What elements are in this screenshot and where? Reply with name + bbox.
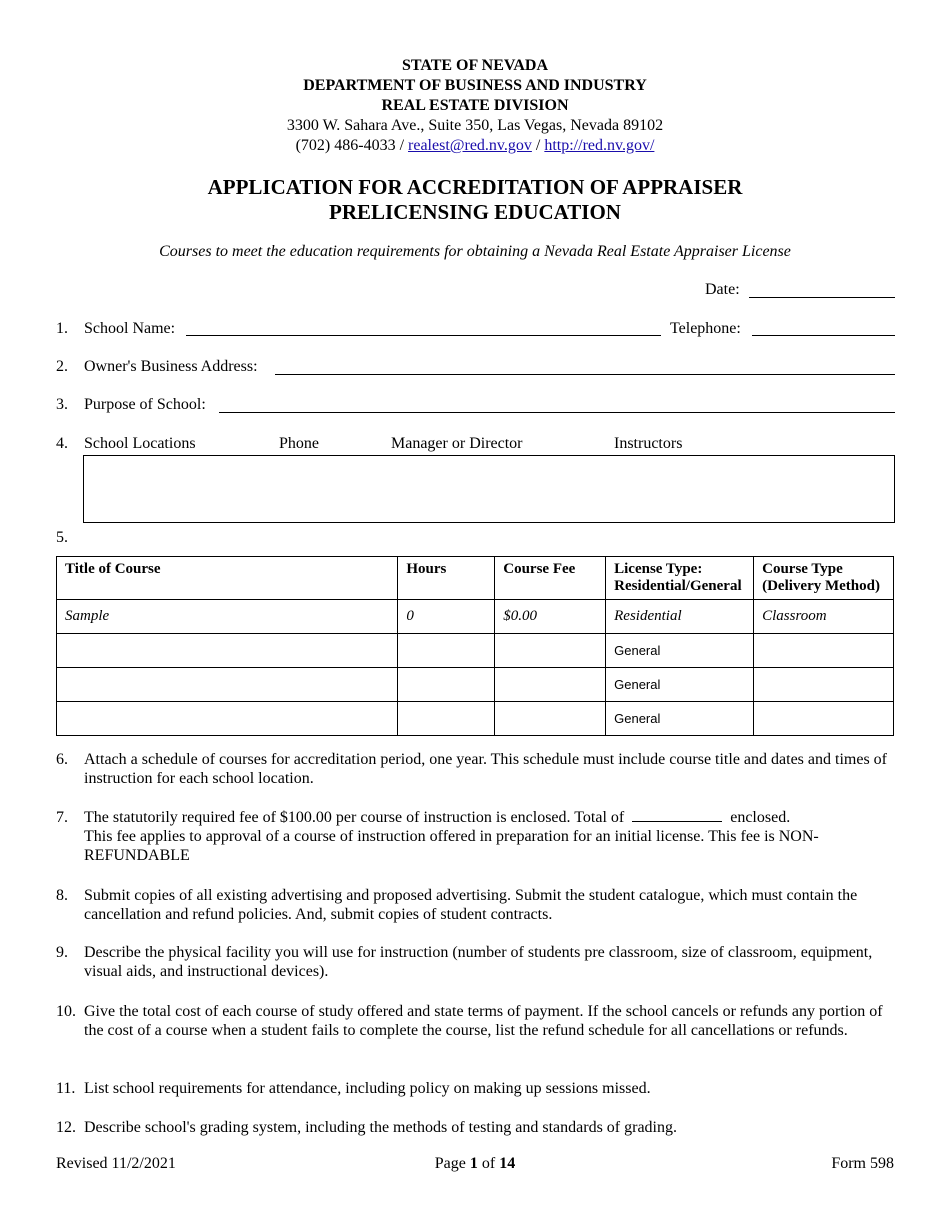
- item-9: [56, 943, 896, 981]
- header-course-type: [754, 557, 894, 600]
- header-contact: [0, 137, 950, 155]
- item-9-text: Describe the physical facility you will use for instruction (number of students pre classroom, size of classroom, equipment, visual aids, and instructional devices).: [84, 944, 873, 980]
- school-locations-box[interactable]: [83, 455, 895, 523]
- item-1-number: 1.: [56, 320, 68, 337]
- item-12-number: 12.: [56, 1119, 76, 1136]
- course-fee-cell[interactable]: [495, 702, 606, 736]
- form-subtitle: Courses to meet the education requirements for obtaining a Nevada Real Estate Appraiser License: [159, 243, 791, 260]
- header-license-type-line1: License Type:: [614, 561, 703, 577]
- page-total: 14: [499, 1155, 516, 1172]
- purpose-label: Purpose of School:: [84, 396, 206, 413]
- item-7: [56, 808, 896, 865]
- item-2-number: 2.: [56, 358, 68, 375]
- item-8-text: Submit copies of all existing advertising and proposed advertising. Submit the student catalogue, which must contain the cancellation and refund policies. And, submit copies of student contracts.: [84, 887, 858, 923]
- course-hours-cell[interactable]: [398, 634, 495, 668]
- item-6-text: Attach a schedule of courses for accreditation period, one year. This schedule must include course title and dates and times of instruction for each school location.: [84, 751, 887, 787]
- header-license-type: [606, 557, 754, 600]
- date-field[interactable]: [749, 297, 895, 298]
- form-number: Form 598: [831, 1155, 894, 1172]
- header-sep-2: /: [535, 137, 541, 154]
- table-row: [57, 634, 894, 668]
- header-division: REAL ESTATE DIVISION: [381, 97, 569, 114]
- date-label: Date:: [705, 281, 740, 298]
- item-3-number: 3.: [56, 396, 68, 413]
- sample-type-cell: Classroom: [754, 600, 894, 634]
- item-6: [56, 750, 896, 788]
- telephone-label: Telephone:: [670, 320, 741, 337]
- course-title-cell[interactable]: [57, 702, 398, 736]
- revised-date: Revised 11/2/2021: [56, 1155, 176, 1172]
- page-label: Page: [434, 1155, 466, 1172]
- item-7-text-a: The statutorily required fee of $100.00 per course of instruction is enclosed. Total of: [84, 809, 625, 826]
- purpose-field[interactable]: [219, 412, 895, 413]
- item-12-text: Describe school's grading system, including the methods of testing and standards of grading.: [84, 1119, 677, 1136]
- license-type-select[interactable]: General: [606, 634, 754, 668]
- course-hours-cell[interactable]: [398, 702, 495, 736]
- header-course-fee: Course Fee: [495, 557, 606, 600]
- courses-table: [56, 556, 894, 736]
- instructors-column-label: Instructors: [614, 435, 683, 452]
- form-title-line2: PRELICENSING EDUCATION: [329, 200, 621, 224]
- header-state: STATE OF NEVADA: [401, 57, 549, 74]
- of-label: of: [481, 1155, 496, 1172]
- item-7-text-b: enclosed.: [730, 809, 791, 826]
- course-title-cell[interactable]: [57, 668, 398, 702]
- sample-license-cell: Residential: [606, 600, 754, 634]
- telephone-field[interactable]: [752, 335, 895, 336]
- email-link[interactable]: realest@red.nv.gov: [408, 137, 532, 154]
- school-name-label: School Name:: [84, 320, 176, 337]
- table-row: [57, 668, 894, 702]
- header-sep: /: [399, 137, 405, 154]
- course-type-cell[interactable]: [754, 634, 894, 668]
- sample-title-cell: Sample: [57, 600, 398, 634]
- phone-column-label: Phone: [279, 435, 319, 452]
- item-6-number: 6.: [56, 751, 68, 768]
- manager-column-label: Manager or Director: [391, 435, 523, 452]
- item-7-number: 7.: [56, 809, 68, 826]
- locations-label: School Locations: [84, 435, 196, 452]
- table-row: [57, 702, 894, 736]
- sample-hours-cell: 0: [398, 600, 495, 634]
- website-link[interactable]: http://red.nv.gov/: [544, 137, 655, 154]
- item-10: [56, 1002, 896, 1040]
- school-name-field[interactable]: [186, 335, 661, 336]
- item-12: [56, 1118, 896, 1137]
- license-type-select[interactable]: General: [606, 668, 754, 702]
- item-5-number: 5.: [56, 529, 68, 546]
- header-department: DEPARTMENT OF BUSINESS AND INDUSTRY: [303, 77, 647, 94]
- item-8-number: 8.: [56, 887, 68, 904]
- course-fee-cell[interactable]: [495, 634, 606, 668]
- item-10-number: 10.: [56, 1003, 76, 1020]
- sample-fee-cell: $0.00: [495, 600, 606, 634]
- header-phone: (702) 486-4033: [295, 137, 396, 154]
- page-number: 1: [469, 1155, 478, 1172]
- header-license-type-line2: Residential/General: [614, 578, 742, 594]
- header-hours: Hours: [398, 557, 495, 600]
- item-11-text: List school requirements for attendance, including policy on making up sessions missed.: [84, 1080, 651, 1097]
- item-7-text-c: This fee applies to approval of a course of instruction offered in preparation for an initial license. This fee is NON-REFUNDABLE: [84, 828, 819, 864]
- address-label: Owner's Business Address:: [84, 358, 258, 375]
- courses-header-row: [57, 557, 894, 600]
- fee-total-field[interactable]: [632, 821, 722, 822]
- form-title-line1: APPLICATION FOR ACCREDITATION OF APPRAISER: [207, 175, 743, 199]
- header-course-type-line1: Course Type: [762, 561, 843, 577]
- course-fee-cell[interactable]: [495, 668, 606, 702]
- table-row: [57, 600, 894, 634]
- course-type-cell[interactable]: [754, 668, 894, 702]
- license-type-select[interactable]: General: [606, 702, 754, 736]
- course-title-cell[interactable]: [57, 634, 398, 668]
- item-7-text: [84, 808, 896, 865]
- item-10-text: Give the total cost of each course of study offered and state terms of payment. If the school cancels or refunds any portion of the cost of a course when a student fails to complete the course, list the refund schedule for all cancellations or refunds.: [84, 1003, 883, 1039]
- item-9-number: 9.: [56, 944, 68, 961]
- header-title-of-course: Title of Course: [57, 557, 398, 600]
- item-11: [56, 1079, 896, 1098]
- address-field[interactable]: [275, 374, 895, 375]
- course-type-cell[interactable]: [754, 702, 894, 736]
- header-course-type-line2: (Delivery Method): [762, 578, 880, 594]
- course-hours-cell[interactable]: [398, 668, 495, 702]
- header-address: 3300 W. Sahara Ave., Suite 350, Las Vegas, Nevada 89102: [286, 117, 664, 134]
- item-4-number: 4.: [56, 435, 68, 452]
- page-indicator: [0, 1155, 950, 1173]
- item-11-number: 11.: [56, 1080, 76, 1097]
- item-8: [56, 886, 896, 924]
